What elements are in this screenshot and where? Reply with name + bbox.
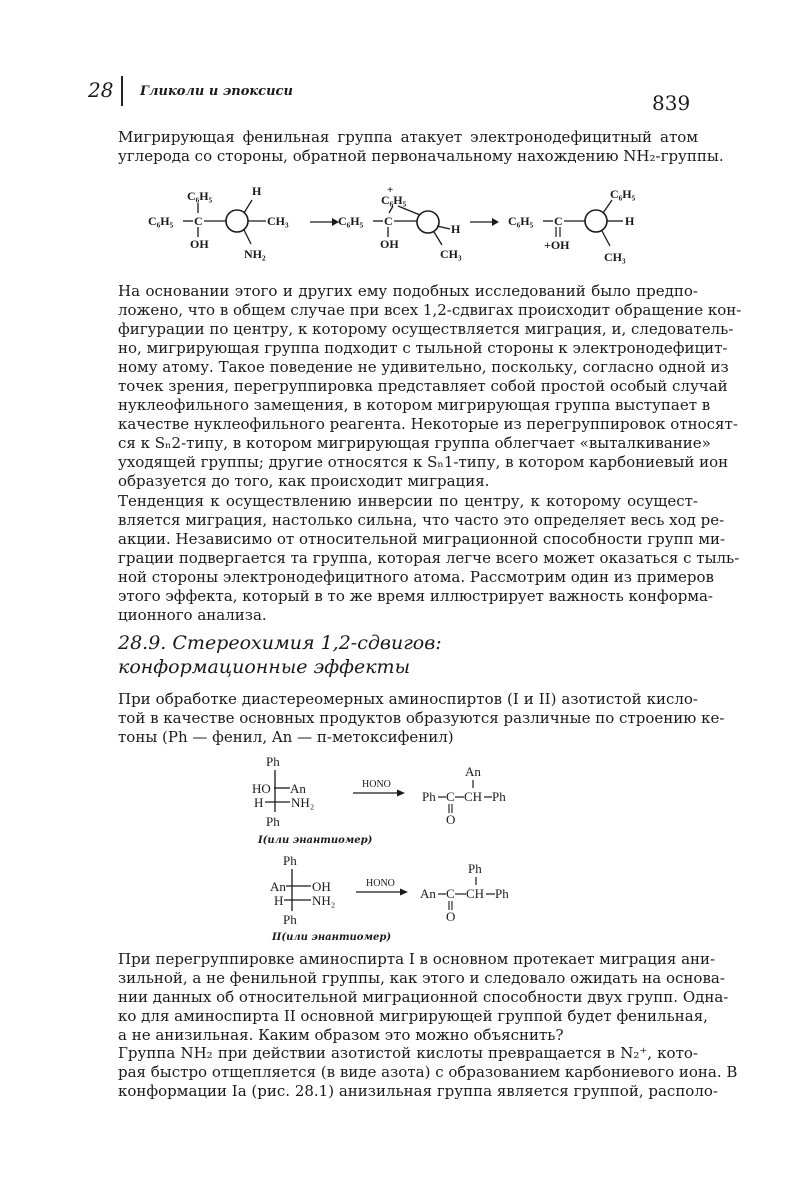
- label-ch3: CH₃: [604, 250, 626, 264]
- bond: [398, 206, 420, 215]
- label-oh: OH: [312, 879, 331, 894]
- paragraph-4: [118, 690, 725, 747]
- label-ph: Ph: [266, 754, 280, 769]
- paragraph-2: [118, 282, 742, 491]
- label-h: H: [451, 222, 461, 236]
- label-ph: Ph: [422, 789, 436, 804]
- label-nh2: NH₂: [291, 795, 315, 810]
- text-line: но, мигрирующая группа подходит с тыльной стороны к электронодефицит-: [118, 339, 728, 357]
- label-oh: OH: [380, 237, 399, 251]
- label-c: C: [446, 789, 455, 804]
- text-line: Мигрирующая фенильная группа атакует электронодефицитный атом: [118, 128, 698, 146]
- label-c: C: [194, 214, 203, 228]
- text-line: фигурации по центру, к которому осуществляется миграция, и, следователь-: [118, 320, 734, 338]
- label-c: C: [446, 886, 455, 901]
- text-line: нуклеофильного замещения, в котором мигрирующая группа выступает в: [118, 396, 711, 414]
- text-line: этого эффекта, который в то же время иллюстрирует важность конформа-: [118, 587, 714, 605]
- text-line: углерода со стороны, обратной первоначальному нахождению NH₂-группы.: [118, 147, 724, 165]
- label-h: H: [625, 214, 635, 228]
- reagent-label: HONO: [362, 779, 391, 790]
- label-h: H: [252, 184, 262, 198]
- text-line: тоны (Ph — фенил, An — п-метоксифенил): [118, 728, 454, 746]
- bond: [602, 231, 610, 246]
- label-ph: Ph: [468, 861, 482, 876]
- section-heading: [118, 631, 442, 679]
- label-plus: +: [387, 184, 394, 196]
- text-line: той в качестве основных продуктов образуются различные по строению ке-: [118, 709, 725, 727]
- label-c6h5: C₆H₅: [187, 189, 213, 203]
- page-number: 839: [652, 91, 691, 115]
- header-separator: [121, 76, 123, 106]
- paragraph-5: [118, 950, 729, 1045]
- text-line: Тенденция к осуществлению инверсии по центру, к которому осущест-: [118, 492, 698, 510]
- label-plus-oh: +OH: [544, 238, 570, 252]
- text-line: ложено, что в общем случае при всех 1,2-сдвигах происходит обращение кон-: [118, 301, 742, 319]
- text-line: зильной, а не фенильной группы, как этого и следовало ожидать на основа-: [118, 969, 725, 987]
- section-heading-line: конформационные эффекты: [118, 656, 411, 678]
- text-line: вляется миграция, настолько сильна, что часто это определяет весь ход ре-: [118, 511, 725, 529]
- text-line: образуется до того, как происходит миграция.: [118, 472, 490, 490]
- text-line: конформации Ia (рис. 28.1) анизильная группа является группой, располо-: [118, 1082, 718, 1100]
- paragraph-6: [118, 1044, 738, 1101]
- label-h: H: [254, 795, 264, 810]
- bond: [244, 200, 252, 213]
- label-an: An: [465, 764, 481, 779]
- label-o: O: [446, 909, 456, 924]
- text-line: При обработке диастереомерных аминоспиртов (I и II) азотистой кисло-: [118, 690, 698, 708]
- label-nh2: NH₂: [312, 893, 336, 908]
- text-line: При перегруппировке аминоспирта I в основном протекает миграция ани-: [118, 950, 716, 968]
- label-ho: HO: [252, 781, 271, 796]
- label-h: H: [274, 893, 284, 908]
- paragraph-1: [118, 128, 724, 166]
- text-line: На основании этого и других ему подобных исследований было предпо-: [118, 282, 698, 300]
- chapter-number: 28: [88, 78, 114, 102]
- arrowhead: [400, 889, 408, 896]
- label-nh2: NH₂: [244, 247, 266, 261]
- text-line: уходящей группы; другие относятся к Sₙ1-типу, в котором карбониевый ион: [118, 453, 729, 471]
- text-line: грации подвергается та группа, которая легче всего может оказаться с тыль-: [118, 549, 740, 567]
- label-ch3: CH₃: [440, 247, 462, 261]
- label-ch: CH: [466, 886, 485, 901]
- bond: [434, 232, 442, 245]
- label-ph: Ph: [492, 789, 506, 804]
- text-line: нии данных об относительной миграционной способности двух групп. Одна-: [118, 988, 729, 1006]
- label-an: An: [270, 879, 286, 894]
- section-heading-line: 28.9. Стереохимия 1,2-сдвигов:: [118, 632, 442, 654]
- arrowhead: [397, 790, 405, 797]
- label-ph: Ph: [266, 814, 280, 829]
- text-line: акции. Независимо от относительной миграционной способности групп ми-: [118, 530, 726, 548]
- label-c: C: [384, 214, 393, 228]
- label-c6h5: C₆H₅: [381, 193, 407, 207]
- text-line: точек зрения, перегруппировка представляет собой простой особый случай: [118, 377, 728, 395]
- label-oh: OH: [190, 237, 209, 251]
- label-c6h5: C₆H₅: [610, 187, 636, 201]
- label-an: An: [420, 886, 436, 901]
- bond: [389, 206, 393, 213]
- label-an: An: [290, 781, 306, 796]
- label-ph: Ph: [283, 853, 297, 868]
- text-line: ся к Sₙ2-типу, в котором мигрирующая группа облегчает «выталкивание»: [118, 434, 711, 452]
- text-line: ко для аминоспирта II основной мигрирующей группой будет фенильная,: [118, 1007, 708, 1025]
- text-line: а не анизильная. Каким образом это можно объяснить?: [118, 1026, 564, 1044]
- label-ch: CH: [464, 789, 483, 804]
- text-line: качестве нуклеофильного реагента. Некоторые из перегруппировок относят-: [118, 415, 738, 433]
- text-line: ному атому. Такое поведение не удивительно, поскольку, согласно одной из: [118, 358, 729, 376]
- caption-aminoalcohol-1: I(или энантиомер): [258, 835, 373, 846]
- newman-circle: [417, 211, 439, 233]
- arrowhead: [492, 218, 499, 226]
- running-title: Гликоли и эпоксиси: [140, 84, 293, 99]
- caption-aminoalcohol-2: II(или энантиомер): [272, 932, 392, 943]
- fischer-scheme: [250, 752, 540, 948]
- label-ph: Ph: [495, 886, 509, 901]
- label-c6h5: C₆H₅: [338, 214, 364, 228]
- text-line: Группа NH₂ при действии азотистой кислоты превращается в N₂⁺, кото-: [118, 1044, 698, 1062]
- rearrangement-scheme-newman: [140, 182, 700, 272]
- label-o: O: [446, 812, 456, 827]
- label-ph: Ph: [283, 912, 297, 927]
- text-line: ционного анализа.: [118, 606, 267, 624]
- label-c6h5: C₆H₅: [508, 214, 534, 228]
- label-c6h5: C₆H₅: [148, 214, 174, 228]
- reagent-label: HONO: [366, 878, 395, 889]
- newman-circle: [585, 210, 607, 232]
- bond: [244, 230, 251, 244]
- bond: [603, 200, 612, 213]
- text-line: рая быстро отщепляется (в виде азота) с образованием карбониевого иона. В: [118, 1063, 738, 1081]
- label-ch3: CH₃: [267, 214, 289, 228]
- text-line: ной стороны электронодефицитного атома. Рассмотрим один из примеров: [118, 568, 714, 586]
- newman-circle: [226, 210, 248, 232]
- paragraph-3: [118, 492, 740, 625]
- label-c: C: [554, 214, 563, 228]
- bond: [437, 226, 450, 229]
